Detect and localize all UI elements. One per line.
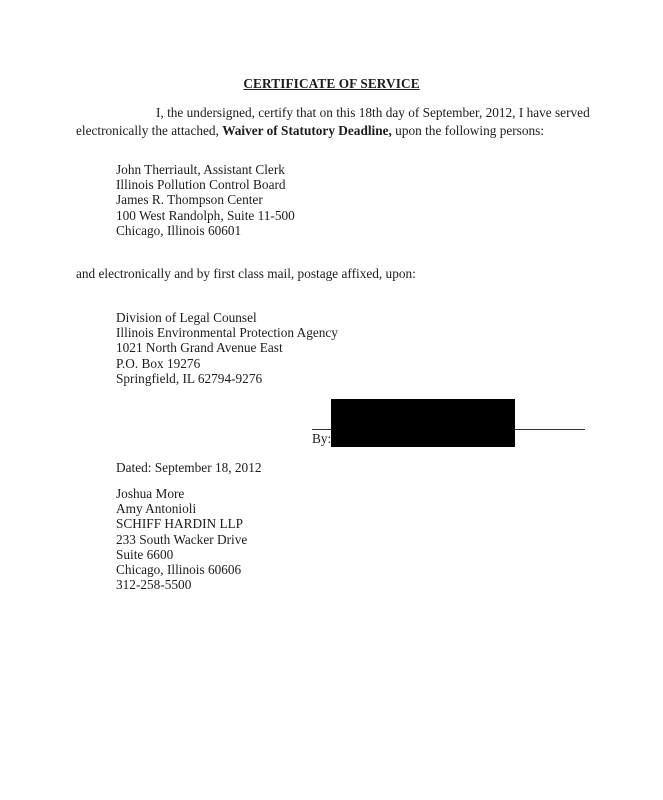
certification-line-2-end: upon the following persons: (391, 123, 545, 138)
certification-line-1: I, the undersigned, certify that on this 18th day of September, 2012, I have served (156, 105, 590, 120)
document-title: CERTIFICATE OF SERVICE (243, 76, 420, 91)
counsel-block (116, 486, 247, 592)
recipient-2-line: Division of Legal Counsel (116, 310, 257, 325)
counsel-line: Suite 6600 (116, 546, 174, 562)
counsel-line: Amy Antonioli (116, 501, 197, 517)
counsel-line: 233 South Wacker Drive (116, 531, 248, 547)
dated-line: Dated: September 18, 2012 (116, 460, 262, 475)
recipient-1-line: Illinois Pollution Control Board (116, 177, 286, 193)
redacted-signature (331, 399, 515, 447)
recipient-2-line: P.O. Box 19276 (116, 355, 201, 371)
recipient-block-epa (116, 310, 338, 386)
counsel-line: Chicago, Illinois 60606 (116, 562, 242, 578)
counsel-line: SCHIFF HARDIN LLP (116, 516, 244, 532)
recipient-1-line: John Therriault, Assistant Clerk (116, 162, 285, 177)
recipient-1-line: 100 West Randolph, Suite 11-500 (116, 207, 295, 223)
counsel-line: Joshua More (116, 486, 185, 501)
recipient-2-line: Illinois Environmental Protection Agency (116, 325, 338, 341)
recipient-block-board (116, 162, 295, 238)
certification-line-2 (76, 122, 596, 140)
counsel-line: 312-258-5500 (116, 577, 192, 593)
recipient-2-line: Springfield, IL 62794-9276 (116, 370, 263, 386)
signature-line-left (312, 429, 332, 430)
certification-statement (76, 104, 596, 140)
mail-service-paragraph: and electronically and by first class mail, postage affixed, upon: (76, 266, 416, 281)
certification-line-2-start: electronically the attached, (76, 123, 223, 138)
recipient-1-line: Chicago, Illinois 60601 (116, 222, 242, 238)
signature-by-label: By: (312, 431, 332, 446)
recipient-1-line: James R. Thompson Center (116, 192, 263, 208)
recipient-2-line: 1021 North Grand Avenue East (116, 340, 283, 356)
served-document-name: Waiver of Statutory Deadline, (222, 123, 392, 138)
